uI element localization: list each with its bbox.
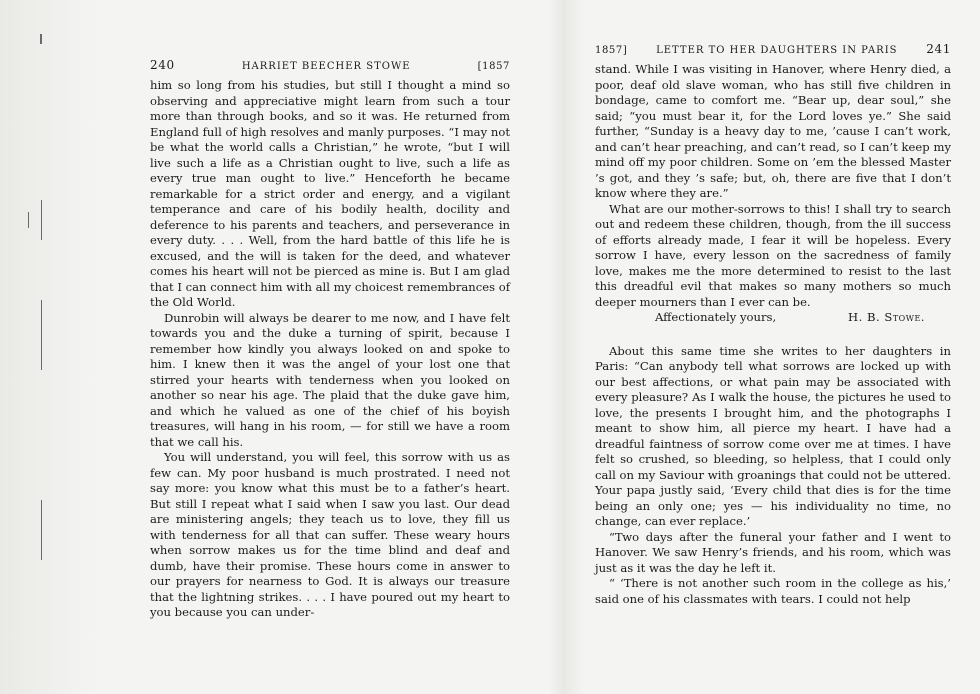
left-paragraph-2: Dunrobin will always be dearer to me now, and I have felt towards you and the duke a turning of spirit, because I remember how kindly you always looked on and spoke to him. I knew then it was the angel of your lost one that stirred your hearts with tenderness when you looked on another so near his age. The plaid that the duke gave him, and which he valued as one of the chief of his boyish treasures, will hang in his room, — for still we have a room that we call his.	[150, 310, 510, 449]
book-spine-shadow	[548, 0, 584, 694]
left-running-head	[150, 58, 510, 72]
signature-name: H. B. Stowe.	[848, 310, 925, 324]
right-paragraph-5: “ ‘There is not another such room in the college as his,’ said one of his classmates with tears. I could not help	[595, 576, 951, 606]
left-running-title: HARRIET BEECHER STOWE	[241, 61, 411, 72]
left-page-number: 240	[150, 58, 175, 72]
scan-speck	[41, 300, 42, 370]
right-paragraph-3: About this same time she writes to her daughters in Paris: “Can anybody tell what sorrows are locked up with our best affections, or what pain may be associated with every pleasure? As I walk the house, the pictures he used to love, the presents I brought him, and the photographs I meant to show him, all pierce my heart. I have had a dreadful faintness of sorrow come over me at times. I have felt so crushed, so bleeding, so helpless, that I could only call on my Saviour with groanings that could not be uttered. Your papa justly said, ‘Every child that dies is for the time being an only one; yes — his individuality no time, no change, can ever replace.’	[595, 343, 951, 528]
right-page	[595, 42, 951, 607]
left-paragraph-1: him so long from his studies, but still I thought a mind so observing and appreciative might learn from such a tour more than through books, and so it was. He returned from England full of high resolves and manly purposes. “I may not be what the world calls a Christian,” he wrote, “but I will live such a life as a Christian ought to live, such a life as every true man ought to live.” Henceforth he became remarkable for a strict order and energy, and a vigilant temperance and care of his bodily health, docility and deference to his parents and teachers, and perseverance in every duty. . . . Well, from the hard battle of this life he is excused, and the will is taken for the deed, and whatever comes his heart will not be pierced as mine is. But I am glad that I can connect him with all my choicest remembrances of the Old World.	[150, 78, 511, 309]
scan-left-margin	[0, 0, 120, 694]
letter-signature	[595, 310, 951, 326]
right-paragraph-2: What are our mother-sorrows to this! I shall try to search out and redeem these children, though, from the ill success of efforts already made, I fear it will be hopeless. Every sorrow I have, every lesson on the sacredness of family love, makes me the more determined to resist to the last this dreadful evil that makes so many mothers so much deeper mourners than I ever can be.	[595, 201, 951, 309]
right-running-head	[595, 42, 951, 56]
right-running-title: LETTER TO HER DAUGHTERS IN PARIS	[656, 45, 898, 56]
right-body-text	[595, 62, 951, 310]
scan-speck	[28, 212, 29, 228]
right-paragraph-4: “Two days after the funeral your father and I went to Hanover. We saw Henry’s friends, and his room, which was just as it was the day he left it.	[595, 529, 951, 575]
left-page	[150, 58, 510, 621]
left-paragraph-3: You will understand, you will feel, this sorrow with us as few can. My poor husband is much prostrated. I need not say more: you know what this must be to a father’s heart. But still I repeat what I said when I saw you last. Our dead are ministering angels; they teach us to love, they fill us with tenderness for all that can suffer. These weary hours when sorrow makes us for the time blind and deaf and dumb, have their promise. These hours come in answer to our prayers for nearness to God. It is always our treasure that the lightning strikes. . . . I have poured out my heart to you because you can under-	[150, 450, 510, 619]
right-body-text-continued	[595, 344, 951, 608]
scan-speck	[40, 34, 42, 44]
left-year: [1857	[477, 61, 510, 72]
right-year: 1857]	[595, 45, 628, 56]
section-gap	[595, 326, 951, 344]
right-paragraph-1: stand. While I was visiting in Hanover, where Henry died, a poor, deaf old slave woman, who has still five children in bondage, came to comfort me. “Bear up, dear soul,” she said; “you must bear it, for the Lord loves ye.” She said further, “Sunday is a heavy day to me, ’cause I can’t work, and can’t hear preaching, and can’t read, so I can’t keep my mind off my poor children. Some on ’em the blessed Master ’s got, and they ’s safe; but, oh, there are five that I don’t know where they are.”	[595, 62, 951, 200]
scan-speck	[41, 500, 42, 560]
left-body-text	[150, 78, 510, 621]
right-page-number: 241	[926, 42, 951, 56]
scan-speck	[41, 200, 42, 240]
signature-closing: Affectionately yours,	[655, 310, 777, 324]
